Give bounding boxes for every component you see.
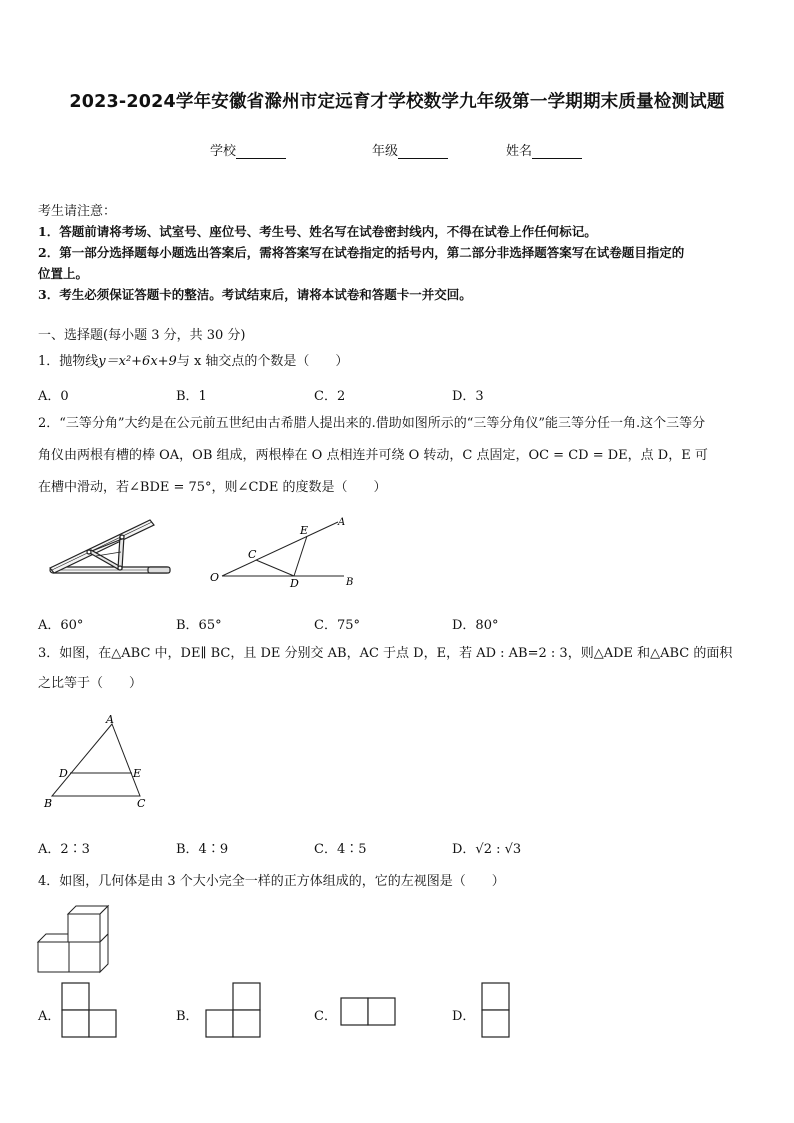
q2-line-3: 在槽中滑动，若∠BDE = 75°，则∠CDE 的度数是（ ） (38, 480, 387, 495)
q4-option-c-view (339, 996, 399, 1028)
q3-option-d: D．√2 : √3 (452, 842, 522, 857)
name-label: 姓名 (506, 144, 533, 159)
notice-item-2-cont: 位置上。 (38, 266, 89, 281)
q3-line-2: 之比等于（ ） (38, 676, 143, 691)
q1-option-b: B．1 (176, 389, 207, 404)
label-c: C (137, 797, 146, 810)
q2-option-c: C．75° (314, 618, 360, 633)
label-e: E (133, 767, 142, 780)
grade-blank (398, 144, 448, 159)
notice-item-3: 3．考生必须保证答题卡的整洁。考试结束后，请将本试卷和答题卡一并交回。 (38, 287, 472, 302)
three-cubes-figure (36, 900, 116, 976)
q1-stem-post: 与 x 轴交点的个数是（ ） (176, 354, 349, 369)
notice-heading: 考生请注意： (38, 204, 117, 219)
q4-option-c-label: C． (314, 1009, 337, 1024)
q1-option-c: C．2 (314, 389, 346, 404)
school-label: 学校 (210, 144, 237, 159)
q2-line-1: 2．“三等分角”大约是在公元前五世纪由古希腊人提出来的.借助如图所示的“三等分角仪”能三等分任一角.这个三等分 (38, 416, 706, 431)
q3-option-c: C．4∶5 (314, 842, 367, 857)
label-b: B (346, 577, 354, 588)
q2-line-2: 角仪由两根有槽的棒 OA，OB 组成，两根棒在 O 点相连并可绕 O 转动，C 点固定，OC = CD = DE，点 D，E 可 (38, 448, 708, 463)
q3-option-b: B．4∶9 (176, 842, 229, 857)
q4-option-a-label: A． (38, 1009, 61, 1024)
grade-field (372, 140, 448, 159)
label-e: E (300, 524, 309, 537)
notice-item-1: 1．答题前请将考场、试室号、座位号、考生号、姓名写在试卷密封线内，不得在试卷上作任何标记。 (38, 224, 597, 239)
q1-formula: y＝x²+6x+9 (98, 354, 177, 369)
section-title: 一、选择题(每小题 3 分，共 30 分) (38, 328, 246, 343)
label-a: A (106, 713, 114, 726)
label-b: B (44, 797, 53, 810)
q2-option-a: A．60° (38, 618, 84, 633)
q4-option-d-label: D． (452, 1009, 476, 1024)
page-title: 2023-2024学年安徽省滁州市定远育才学校数学九年级第一学期期末质量检测试题 (69, 92, 725, 112)
label-d: D (59, 767, 68, 780)
q1-stem-pre: 1．抛物线 (38, 354, 99, 369)
label-a: A (338, 517, 346, 528)
question-1 (38, 352, 348, 372)
name-blank (532, 144, 582, 159)
label-o: O (210, 571, 220, 584)
name-field (506, 140, 582, 159)
q3-line-1: 3．如图，在△ABC 中，DE∥ BC，且 DE 分别交 AB，AC 于点 D，E，若 AD : AB=2 : 3，则△ADE 和△ABC 的面积 (38, 646, 733, 661)
q1-option-a: A．0 (38, 389, 69, 404)
q4-option-d-view (480, 981, 514, 1039)
q3-option-a: A．2∶3 (38, 842, 90, 857)
segment-cd (256, 560, 294, 576)
q2-option-d: D．80° (452, 618, 499, 633)
q1-option-d: D．3 (452, 389, 484, 404)
angle-trisection-diagram (204, 512, 364, 590)
label-c: C (248, 548, 257, 561)
q4-line-1: 4．如图，几何体是由 3 个大小完全一样的正方体组成的，它的左视图是（ ） (38, 874, 505, 889)
school-blank (236, 144, 286, 159)
trisector-device-figure (44, 512, 176, 584)
label-d: D (290, 577, 299, 590)
q4-option-b-label: B． (176, 1009, 199, 1024)
q4-option-b-view (204, 981, 264, 1039)
q2-option-b: B．65° (176, 618, 222, 633)
triangle-abc-diagram (40, 712, 160, 812)
notice-item-2: 2．第一部分选择题每小题选出答案后，需将答案写在试卷指定的括号内，第二部分非选择题答案写在试卷题目指定的 (38, 245, 685, 260)
triangle-abc (52, 724, 140, 796)
ray-oa (222, 522, 338, 576)
grade-label: 年级 (372, 144, 399, 159)
school-field (210, 140, 286, 159)
q4-option-a-view (60, 981, 120, 1039)
